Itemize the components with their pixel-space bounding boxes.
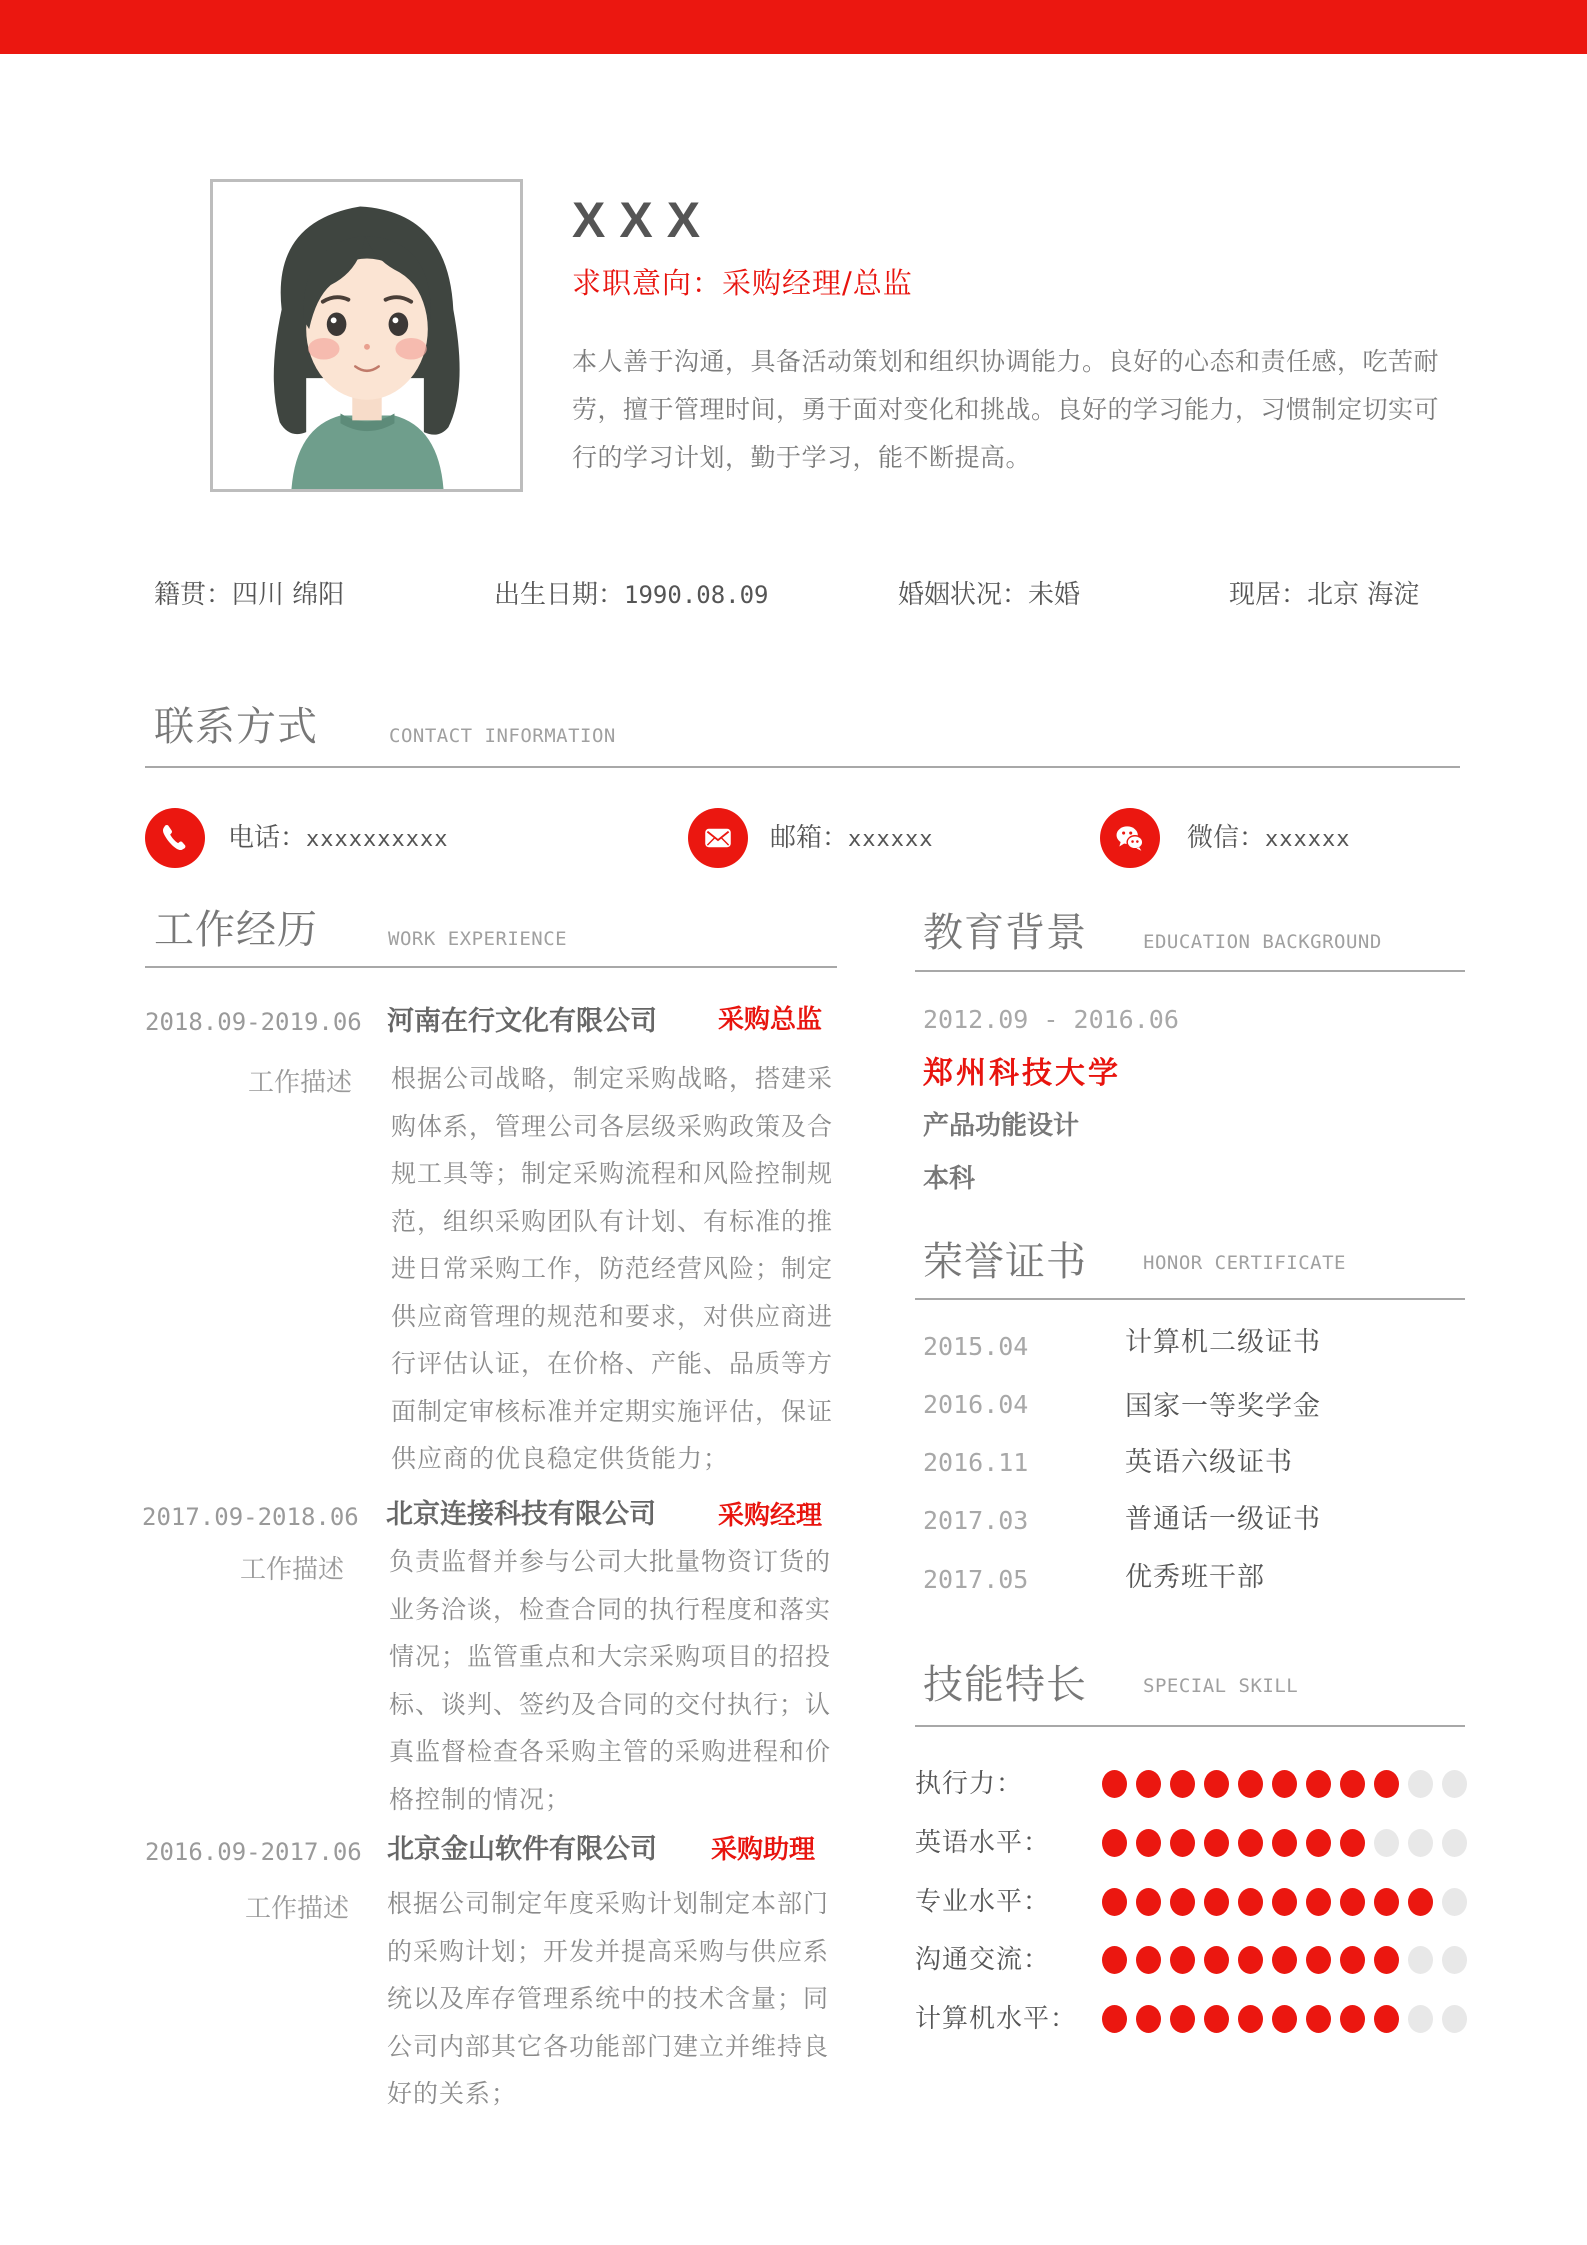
contact-wechat bbox=[1187, 808, 1351, 870]
job-1-role: 采购总监 bbox=[718, 1005, 823, 1035]
skill-rating bbox=[1102, 1946, 1467, 1974]
candidate-name: XXX bbox=[572, 192, 715, 248]
skills-section-subtitle: SPECIAL SKILL bbox=[1143, 1675, 1299, 1697]
education-school: 郑州科技大学 bbox=[923, 1056, 1121, 1091]
rating-dot-filled-icon bbox=[1102, 1829, 1127, 1857]
rating-dot-filled-icon bbox=[1272, 1770, 1297, 1798]
honor-3-name: 英语六级证书 bbox=[1125, 1447, 1293, 1478]
info-value: 未婚 bbox=[1028, 580, 1081, 610]
rating-dot-filled-icon bbox=[1340, 2005, 1365, 2033]
rating-dot-filled-icon bbox=[1204, 1829, 1229, 1857]
rating-dot-empty-icon bbox=[1408, 1770, 1433, 1798]
job-3-company: 北京金山软件有限公司 bbox=[387, 1834, 657, 1865]
rating-dot-empty-icon bbox=[1408, 1946, 1433, 1974]
rating-dot-filled-icon bbox=[1238, 1770, 1263, 1798]
skill-label: 英语水平： bbox=[915, 1828, 1051, 1858]
rating-dot-filled-icon bbox=[1102, 1770, 1127, 1798]
rating-dot-filled-icon bbox=[1306, 1888, 1331, 1916]
info-birthdate bbox=[494, 573, 769, 617]
rating-dot-empty-icon bbox=[1442, 1888, 1467, 1916]
job-2-role: 采购经理 bbox=[718, 1501, 823, 1531]
job-1-description: 根据公司战略，制定采购战略，搭建采购体系，管理公司各层级采购政策及合规工具等；制定采购流程和风险控制规范，组织采购团队有计划、有标准的推进日常采购工作，防范经营风险；制定供应商管理的规范和要求，对供应商进行评估认证，在价格、产能、品质等方面制定审核标准并定期实施评估，保证供应商的优良稳定供货能力； bbox=[391, 1064, 834, 1473]
rating-dot-filled-icon bbox=[1204, 2005, 1229, 2033]
rating-dot-filled-icon bbox=[1136, 1946, 1161, 1974]
skill-label: 执行力： bbox=[915, 1769, 1024, 1799]
rating-dot-filled-icon bbox=[1374, 2005, 1399, 2033]
honor-2-date: 2016.04 bbox=[923, 1390, 1029, 1419]
skill-label: 专业水平： bbox=[915, 1887, 1051, 1917]
rating-dot-filled-icon bbox=[1306, 1770, 1331, 1798]
education-divider bbox=[915, 970, 1465, 972]
skill-label: 沟通交流： bbox=[915, 1945, 1051, 1975]
job-3-role: 采购助理 bbox=[711, 1835, 816, 1865]
job-intent: 求职意向：采购经理/总监 bbox=[572, 266, 913, 300]
rating-dot-filled-icon bbox=[1170, 1770, 1195, 1798]
education-date: 2012.09 - 2016.06 bbox=[923, 1005, 1179, 1034]
skill-rating bbox=[1102, 1888, 1467, 1916]
honor-1-date: 2015.04 bbox=[923, 1332, 1029, 1361]
rating-dot-filled-icon bbox=[1340, 1888, 1365, 1916]
honors-section-title: 荣誉证书 bbox=[923, 1239, 1087, 1285]
rating-dot-filled-icon bbox=[1204, 1946, 1229, 1974]
honor-5-date: 2017.05 bbox=[923, 1565, 1029, 1594]
rating-dot-filled-icon bbox=[1204, 1888, 1229, 1916]
job-2-company: 北京连接科技有限公司 bbox=[386, 1499, 656, 1530]
job-2-desc-label: 工作描述 bbox=[239, 1555, 344, 1585]
skills-section-title: 技能特长 bbox=[923, 1662, 1087, 1708]
contact-phone-value: xxxxxxxxxx bbox=[306, 827, 449, 852]
job-3-desc-label: 工作描述 bbox=[244, 1894, 349, 1924]
work-section-title: 工作经历 bbox=[154, 907, 318, 953]
rating-dot-empty-icon bbox=[1408, 2005, 1433, 2033]
info-residence bbox=[1229, 573, 1419, 617]
contact-email-label: 邮箱： bbox=[770, 823, 849, 853]
contact-divider bbox=[145, 766, 1460, 768]
job-3-date: 2016.09-2017.06 bbox=[145, 1838, 362, 1866]
honors-section-subtitle: HONOR CERTIFICATE bbox=[1143, 1252, 1346, 1274]
info-value: 北京 海淀 bbox=[1307, 580, 1420, 610]
education-major: 产品功能设计 bbox=[923, 1111, 1080, 1141]
contact-wechat-label: 微信： bbox=[1187, 823, 1266, 853]
rating-dot-filled-icon bbox=[1238, 1946, 1263, 1974]
wechat-icon bbox=[1100, 808, 1160, 868]
education-section-title: 教育背景 bbox=[923, 910, 1087, 956]
skill-rating bbox=[1102, 1829, 1467, 1857]
honor-2-name: 国家一等奖学金 bbox=[1125, 1391, 1321, 1422]
rating-dot-filled-icon bbox=[1374, 1946, 1399, 1974]
info-marital-status bbox=[898, 573, 1080, 617]
rating-dot-filled-icon bbox=[1340, 1829, 1365, 1857]
rating-dot-filled-icon bbox=[1340, 1946, 1365, 1974]
job-1-date: 2018.09-2019.06 bbox=[145, 1008, 362, 1036]
rating-dot-filled-icon bbox=[1272, 2005, 1297, 2033]
phone-icon bbox=[145, 808, 205, 868]
honor-3-date: 2016.11 bbox=[923, 1448, 1029, 1477]
rating-dot-filled-icon bbox=[1340, 1770, 1365, 1798]
info-value: 1990.08.09 bbox=[624, 581, 769, 609]
rating-dot-filled-icon bbox=[1238, 1888, 1263, 1916]
self-introduction: 本人善于沟通，具备活动策划和组织协调能力。良好的心态和责任感，吃苦耐劳，擅于管理时间，勇于面对变化和挑战。良好的学习能力，习惯制定切实可行的学习计划，勤于学习，能不断提高。 bbox=[572, 347, 1440, 472]
honor-4-name: 普通话一级证书 bbox=[1125, 1504, 1321, 1535]
skill-label: 计算机水平： bbox=[915, 2004, 1078, 2034]
job-2-date: 2017.09-2018.06 bbox=[142, 1503, 359, 1531]
rating-dot-filled-icon bbox=[1170, 1888, 1195, 1916]
honor-5-name: 优秀班干部 bbox=[1125, 1562, 1265, 1593]
rating-dot-filled-icon bbox=[1170, 2005, 1195, 2033]
rating-dot-filled-icon bbox=[1170, 1946, 1195, 1974]
rating-dot-filled-icon bbox=[1374, 1888, 1399, 1916]
rating-dot-empty-icon bbox=[1442, 1946, 1467, 1974]
rating-dot-filled-icon bbox=[1136, 1829, 1161, 1857]
skill-rating bbox=[1102, 1770, 1467, 1798]
honors-divider bbox=[915, 1298, 1465, 1300]
rating-dot-empty-icon bbox=[1442, 1770, 1467, 1798]
rating-dot-empty-icon bbox=[1442, 1829, 1467, 1857]
job-1-company: 河南在行文化有限公司 bbox=[387, 1006, 657, 1037]
contact-wechat-value: xxxxxx bbox=[1265, 827, 1351, 852]
rating-dot-filled-icon bbox=[1238, 1829, 1263, 1857]
rating-dot-filled-icon bbox=[1306, 1946, 1331, 1974]
job-2-description: 负责监督并参与公司大批量物资订货的业务洽谈，检查合同的执行程度和落实情况；监管重点和大宗采购项目的招投标、谈判、签约及合同的交付执行；认真监督检查各采购主管的采购进程和价格控制的情况； bbox=[389, 1547, 832, 1814]
contact-email-value: xxxxxx bbox=[848, 827, 934, 852]
rating-dot-filled-icon bbox=[1102, 1888, 1127, 1916]
rating-dot-empty-icon bbox=[1374, 1829, 1399, 1857]
mail-icon bbox=[688, 808, 748, 868]
work-section-subtitle: WORK EXPERIENCE bbox=[388, 928, 568, 950]
top-accent-bar bbox=[0, 0, 1587, 54]
info-label: 籍贯： bbox=[154, 580, 233, 610]
rating-dot-filled-icon bbox=[1170, 1829, 1195, 1857]
rating-dot-filled-icon bbox=[1136, 1770, 1161, 1798]
rating-dot-empty-icon bbox=[1442, 2005, 1467, 2033]
rating-dot-filled-icon bbox=[1136, 2005, 1161, 2033]
info-label: 出生日期： bbox=[494, 580, 625, 610]
work-divider bbox=[145, 966, 837, 968]
contact-section-title: 联系方式 bbox=[154, 704, 318, 750]
rating-dot-filled-icon bbox=[1272, 1829, 1297, 1857]
rating-dot-filled-icon bbox=[1306, 2005, 1331, 2033]
contact-phone-label: 电话： bbox=[228, 823, 307, 853]
rating-dot-filled-icon bbox=[1306, 1829, 1331, 1857]
rating-dot-filled-icon bbox=[1204, 1770, 1229, 1798]
rating-dot-empty-icon bbox=[1408, 1829, 1433, 1857]
rating-dot-filled-icon bbox=[1374, 1770, 1399, 1798]
rating-dot-filled-icon bbox=[1272, 1946, 1297, 1974]
info-label: 婚姻状况： bbox=[898, 580, 1029, 610]
education-section-subtitle: EDUCATION BACKGROUND bbox=[1143, 931, 1382, 953]
honor-4-date: 2017.03 bbox=[923, 1506, 1029, 1535]
avatar-illustration-icon bbox=[213, 182, 520, 489]
rating-dot-filled-icon bbox=[1238, 2005, 1263, 2033]
info-value: 四川 绵阳 bbox=[232, 580, 345, 610]
job-1-desc-label: 工作描述 bbox=[247, 1068, 352, 1098]
skill-rating bbox=[1102, 2005, 1467, 2033]
rating-dot-filled-icon bbox=[1102, 1946, 1127, 1974]
rating-dot-filled-icon bbox=[1408, 1888, 1433, 1916]
honor-1-name: 计算机二级证书 bbox=[1125, 1327, 1321, 1358]
info-hometown bbox=[154, 573, 344, 617]
education-degree: 本科 bbox=[923, 1164, 976, 1194]
contact-email bbox=[770, 808, 934, 870]
rating-dot-filled-icon bbox=[1102, 2005, 1127, 2033]
rating-dot-filled-icon bbox=[1272, 1888, 1297, 1916]
contact-section-subtitle: CONTACT INFORMATION bbox=[389, 725, 616, 747]
rating-dot-filled-icon bbox=[1136, 1888, 1161, 1916]
skills-divider bbox=[915, 1725, 1465, 1727]
avatar bbox=[210, 179, 523, 492]
personal-info-row bbox=[154, 573, 1464, 617]
info-label: 现居： bbox=[1229, 580, 1308, 610]
job-3-description: 根据公司制定年度采购计划制定本部门的采购计划；开发并提高采购与供应系统以及库存管理系统中的技术含量；同公司内部其它各功能部门建立并维持良好的关系； bbox=[387, 1889, 830, 2108]
contact-phone bbox=[228, 808, 448, 870]
